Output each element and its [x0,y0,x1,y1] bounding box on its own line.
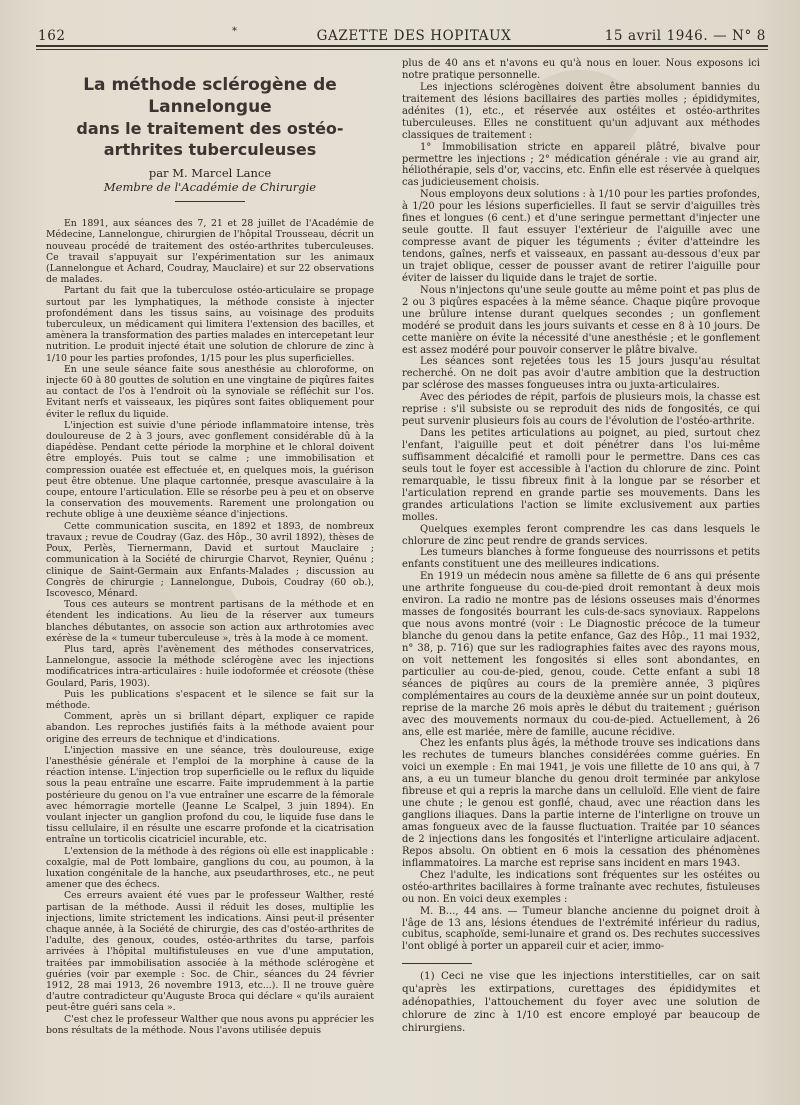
paragraph: Avec des périodes de répit, parfois de plusieurs mois, la chasse est reprise : s'il subsiste ou se reproduit des nids de fongosités, ce qui peut survenir plusieurs fois au cours de l'évolution de l'ostéo-arthrite. [402,392,760,428]
paragraph: Dans les petites articulations au poignet, au pied, surtout chez l'enfant, l'aiguille peut et doit pénétrer dans l'os lui-même suffisamment décalcifié et ramolli pour le permettre. Dans ces cas seuls tout le foyer est accessible à l'action du chlorure de zinc. Point remarquable, le tissu fibreux finit à la longue par se résorber et l'articulation reprend en grande partie ses mouvements. Dans les grandes articulations l'action se limite exclusivement aux parties molles. [402,428,760,523]
paragraph: Puis les publications s'espacent et le silence se fait sur la méthode. [46,688,374,711]
page-number: 162 [38,28,66,44]
paragraph: Chez l'adulte, les indications sont fréquentes sur les ostéites ou ostéo-arthrites bacillaires à forme traînante avec rechutes, fistuleuses ou non. En voici deux exemples : [402,869,760,905]
title-line-1: La méthode sclérogène de Lannelongue [83,75,337,117]
paragraph: Comment, après un si brillant départ, expliquer ce rapide abandon. Les reproches justifiés faits à la méthode avaient pour origine des erreurs de technique et d'indications. [46,711,374,745]
paragraph: En une seule séance faite sous anesthésie au chloroforme, on injecte 60 à 80 gouttes de solution en une vingtaine de piqûres faites au contact de l'os à l'endroit où la synoviale se réfléchit sur l'os. Evitant nerfs et vaisseaux, les piqûres sont faites obliquement pour éviter le reflux du liquide. [46,363,374,420]
paragraph: L'injection est suivie d'une période inflammatoire intense, très douloureuse de 2 à 3 jours, avec gonflement considérable dû à la diapédèse. Pendant cette période la morphine et le chloral doivent être employés. Puis tout se calme ; une immobilisation et compression ouatée est effectuée et, en quelques mois, la guérison peut être obtenue. Une plaque cartonnée, presque avasculaire à la coupe, entoure l'articulation. Elle se résorbe peu à peu et on observe la conservation des mouvements. Rarement une prolongation ou rechute oblige à une deuxième séance d'injections. [46,419,374,521]
paragraph: L'injection massive en une séance, très douloureuse, exige l'anesthésie générale et l'emploi de la morphine à cause de la réaction intense. L'injection trop superficielle ou le reflux du liquide sous la peau entraîne une escarre. Faite imprudemment à la partie postérieure du genou on l'a vue entraîner une escarre de la fémorale avec hémorragie mortelle (Jeanne Le Scalpel, 3 juin 1894). En voulant injecter un ganglion profond du cou, le liquide fuse dans le tissu cellulaire, il en résulte une escarre profonde et la cicatrisation entraîne un torticolis cicatriciel incurable, etc. [46,744,374,846]
affiliation-line: Membre de l'Académie de Chirurgie [103,180,317,194]
footnote-rule [402,963,472,964]
printer-mark: * [232,26,238,37]
header-rule-thin [36,49,768,50]
paragraph: En 1919 un médecin nous amène sa fillette de 6 ans qui présente une arthrite fongueuse du cou-de-pied droit remontant à deux mois environ. La radio ne montre pas de lésions osseuses mais d'énormes masses de fongosités bourrant les culs-de-sacs synoviaux. Rappelons que nous avons montré (voir : Le Diagnostic précoce de la tumeur blanche du genou dans la petite enfance, Gaz des Hôp., 11 mai 1932, n° 38, p. 716) que sur les radiographies faites avec des rayons mous, on voit nettement les fongosités si elles sont abondantes, en particulier au cou-de-pied, genou, coude. Cette enfant a subi 18 séances de piqûres au cours de la première année, 3 piqûres complémentaires au cours de la deuxième année sur un point douteux, reprise de la marche 26 mois après le début du traitement ; guérison avec des mouvements normaux du cou-de-pied. Actuellement, à 26 ans, elle est mariée, mère de famille, aucune récidive. [402,571,760,738]
paragraph: Les tumeurs blanches à forme fongueuse des nourrissons et petits enfants constituent une des meilleures indications. [402,547,760,571]
paragraph: Chez les enfants plus âgés, la méthode trouve ses indications dans les rechutes de tumeurs blanches considérées comme guéries. En voici un exemple : En mai 1941, je vois une fillette de 10 ans qui, à 7 ans, a eu un tumeur blanche du genou droit terminée par ankylose fibreuse et qui a repris la marche dans un celluloïd. Elle vient de faire une chute ; le genou est gonflé, chaud, avec une réaction dans les ganglions iliaques. Dans la partie interne de l'interligne on trouve un amas fongueux avec de la fausse fluctuation. Traitée par 10 séances de 2 injections dans les fongosités et l'interligne articulaire adjacent. Repos absolu. On obtient en 6 mois la cessation des phénomènes inflammatoires. La marche est reprise sans incident en mars 1943. [402,738,760,869]
running-header [36,24,768,46]
journal-title: GAZETTE DES HOPITAUX [316,28,512,44]
paragraph: Les séances sont rejetées tous les 15 jours jusqu'au résultat recherché. On ne doit pas avoir d'autre ambition que la destruction par sclérose des masses fongueuses intra ou juxta-articulaires. [402,356,760,392]
left-body [46,218,374,1036]
paragraph: Plus tard, après l'avènement des méthodes conservatrices, Lannelongue, associe la méthode sclérogène avec les injections modificatrices intra-articulaires : huile iodoformée et créosote (thèse Goulard, Paris, 1903). [46,643,374,689]
paragraph: Quelques exemples feront comprendre les cas dans lesquels le chlorure de zinc peut rendre de grands services. [402,523,760,547]
footnote: (1) Ceci ne vise que les injections interstitielles, car on sait qu'après les extirpations, curettages des épididymites et adénopathies, l'attouchement du foyer avec une solution de chlorure de zinc à 1/10 est encore employé par beaucoup de chirurgiens. [402,970,760,1035]
header-rule [36,45,768,47]
left-column [46,56,374,1036]
paragraph: En 1891, aux séances des 7, 21 et 28 juillet de l'Académie de Médecine, Lannelongue, chirurgien de l'hôpital Trousseau, décrit un nouveau procédé de traitement des ostéo-arthrites tuberculeuses. Ce travail s'appuyait sur l'expérimentation sur les animaux (Lannelongue et Achard, Coudray, Mauclaire) et sur 22 observations de malades. [46,218,374,286]
paragraph: Les injections sclérogènes doivent être absolument bannies du traitement des lésions bacillaires des parties molles ; épididymites, adénites (1), etc., et réservée aux ostéites et ostéo-arthrites tuberculeuses. Elles ne constituent qu'un adjuvant aux méthodes classiques de traitement : [402,81,760,141]
paragraph: Ces erreurs avaient été vues par le professeur Walther, resté partisan de la méthode. Aussi il réduit les doses, multiplie les injections, limite strictement les indications. Ainsi peut-il présenter chaque année, à la Société de chirurgie, des cas d'ostéo-arthrites de l'adulte, des genoux, coudes, ostéo-arthrites du tarse, parfois arrivées à l'hôpital multifistuleuses en vue d'une amputation, traitées par immobilisation associée à la méthode sclérogène et guéries (voir par exemple : Soc. de Chir., séances du 24 février 1912, 28 mai 1913, 26 novembre 1913, etc...). Il ne trouve guère d'autre contradicteur qu'Auguste Broca qui déclare « qu'ils auraient peut-être guéri sans cela ». [46,890,374,1014]
issue-date: 15 avril 1946. — N° 8 [604,28,766,44]
title-divider [175,201,245,202]
paragraph: Cette communication suscita, en 1892 et 1893, de nombreux travaux ; revue de Coudray (Gaz. des Hôp., 30 avril 1892), thèses de Poux, Perlès, Tiernermann, David et surtout Mauclaire ; communication à la Société de chirurgie Charvot, Reynier, Quénu ; clinique de Saint-Germain aux Enfants-Malades ; discussion au Congrès de chirurgie ; Lannelongue, Dubois, Coudray (60 ob.), Iscovesco, Ménard. [46,520,374,599]
paragraph: Nous employons deux solutions : à 1/10 pour les parties profondes, à 1/20 pour les lésions superficielles. Il faut se servir d'aiguilles très fines et longues (6 cent.) et d'une seringue permettant d'injecter une seule goutte. Il faut essuyer l'extérieur de l'aiguille avec une compresse avant de piquer les téguments ; éviter d'atteindre les tendons, gaînes, nerfs et vaisseaux, en passant au-dessous d'eux par un trajet oblique, cesser de pousser avant de retirer l'aiguille pour éviter de laisser du liquide dans le trajet de sortie. [402,189,760,284]
paragraph: plus de 40 ans et n'avons eu qu'à nous en louer. Nous exposons ici notre pratique personnelle. [402,58,760,81]
right-body [402,58,760,953]
paragraph: 1° Immobilisation stricte en appareil plâtré, bivalve pour permettre les injections ; 2° médication générale : vie au grand air, héliothérapie, sels d'or, vaccins, etc. Enfin elle est réservée à quelques cas judicieusement choisis. [402,141,760,189]
paragraph: Tous ces auteurs se montrent partisans de la méthode et en étendent les indications. Au lieu de la réserver aux tumeurs blanches débutantes, on associe son action aux arthrotomies avec exérèse de la « tumeur tuberculeuse », très à la mode à ce moment. [46,599,374,644]
paragraph: C'est chez le professeur Walther que nous avons pu apprécier les bons résultats de la méthode. Nous l'avons utilisée depuis [46,1013,374,1036]
paragraph: L'extension de la méthode à des régions où elle est inapplicable : coxalgie, mal de Pott lombaire, ganglions du cou, au poumon, à la luxation congénitale de la hanche, aux pseudarthroses, etc., ne peut amener que des échecs. [46,845,374,891]
article-title [46,74,374,160]
paragraph: Nous n'injectons qu'une seule goutte au même point et pas plus de 2 ou 3 piqûres espacées à la même séance. Chaque piqûre provoque une brûlure intense durant quelques secondes ; un gonflement modéré se produit dans les jours suivants et cesse en 8 à 10 jours. De cette manière on évite la nécessité d'une anesthésie ; et le gonflement est assez modéré pour pouvoir conserver le plâtre bivalve. [402,284,760,356]
paragraph: Partant du fait que la tuberculose ostéo-articulaire se propage surtout par les lymphatiques, la méthode consiste à injecter profondément dans les tissus sains, au voisinage des produits tuberculeux, un médicament qui limitera l'extension des bacilles, et amènera la transformation des parties malades en intercepetant leur nutrition. Le produit injecté était une solution de chlorure de zinc à 1/10 pour les parties profondes, 1/15 pour les plus superficielles. [46,285,374,364]
title-line-2: dans le traitement des ostéo-arthrites tuberculeuses [76,119,344,159]
right-column [402,58,760,1035]
paragraph: M. B..., 44 ans. — Tumeur blanche ancienne du poignet droit à l'âge de 13 ans, lésions étendues de l'extrémité inférieur du radius, cubitus, scaphoïde, semi-lunaire et grand os. Des rechutes successives l'ont obligé à porter un appareil cuir et acier, immo- [402,905,760,953]
author-line: par M. Marcel Lance [148,166,272,180]
